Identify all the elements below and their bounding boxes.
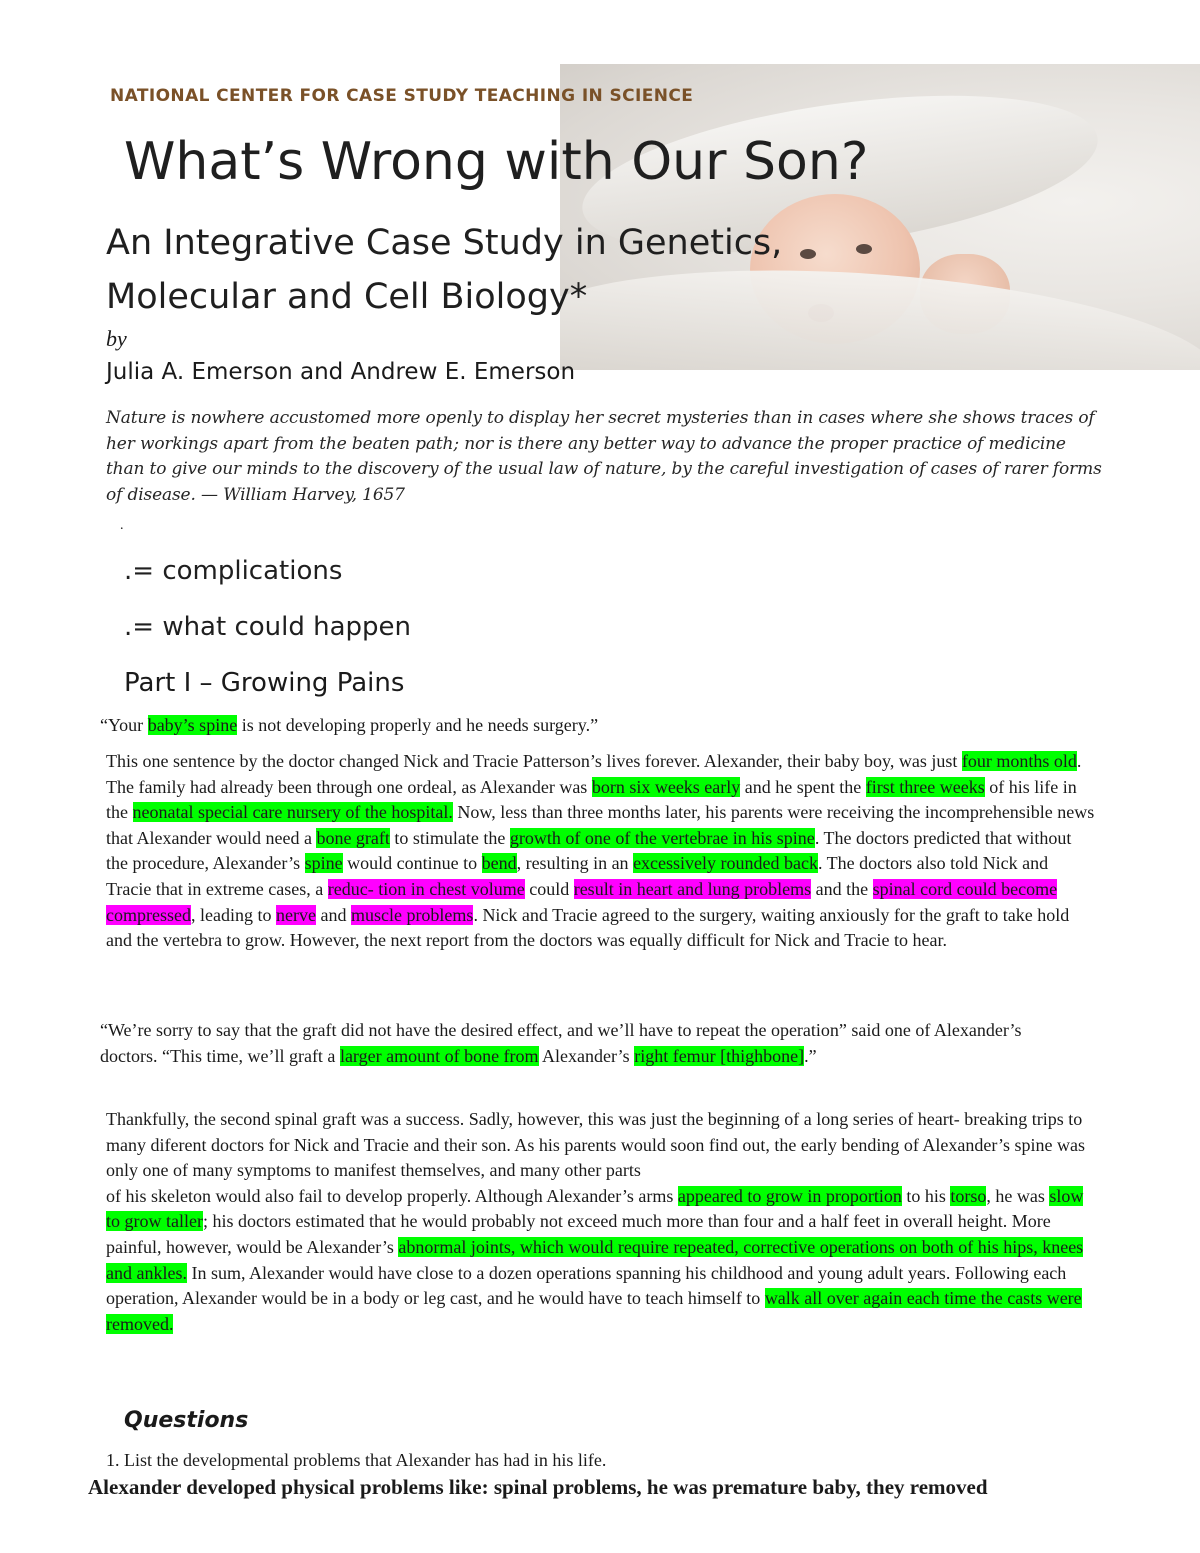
text-run: .” (804, 1045, 817, 1066)
legend-complications: .= complications (124, 556, 343, 586)
highlight-green: four months old (961, 751, 1077, 771)
text-run: to his (901, 1185, 951, 1206)
authors: Julia A. Emerson and Andrew E. Emerson (106, 359, 576, 385)
subtitle-line: Molecular and Cell Biology* (106, 277, 588, 317)
highlight-green: baby’s spine (147, 715, 238, 735)
highlight-green: born six weeks early (591, 776, 741, 797)
text-run: , resulting in an (516, 853, 634, 874)
paragraph-story (106, 749, 1096, 954)
text-run: , he was (986, 1185, 1050, 1206)
highlight-green: growth of one of the vertebrae in his spine (509, 827, 815, 848)
question-item: 1. List the developmental problems that Alexander has had in his life. (106, 1450, 607, 1470)
text-run: to stimulate the (389, 827, 510, 848)
text-run: In sum, Alexander would have close to a dozen operations spanning his childhood and young adult years. Following each operation, Alexander would be in a body or leg cast, and he would have to teach himself to (106, 1262, 1067, 1309)
text-run: This one sentence by the doctor changed Nick and Tracie Patterson’s lives forever. Alexander, their baby boy, was just (106, 751, 962, 771)
highlight-green: larger amount of bone from (339, 1045, 539, 1066)
highlight-magenta: spinal cord could become compressed (106, 878, 1058, 925)
highlight-green: appeared to grow in proportion (677, 1185, 902, 1206)
highlight-green: excessively rounded back (633, 853, 818, 874)
text-run: Now, less than three months later, his parents were receiving the incomprehensible news that Alexander would need a (106, 802, 1095, 848)
highlight-green: slow to grow taller (106, 1185, 1084, 1232)
questions-heading: Questions (124, 1408, 249, 1433)
text-run: and the (811, 878, 873, 899)
legend-what-could-happen: .= what could happen (124, 612, 412, 642)
highlight-green: bend (481, 853, 517, 874)
epigraph-quote: Nature is nowhere accustomed more openly to display her secret mysteries than in cases where she shows traces of her workings apart from the beaten path; nor is there any better way to advance the proper practice of medicine than to give our minds to the discovery of the usual law of nature, by the careful investigation of cases of rarer forms of disease. — William Harvey, 1657 (106, 408, 1102, 505)
highlight-magenta: muscle problems (350, 904, 474, 925)
text-run: and (315, 904, 351, 925)
document-title: What’s Wrong with Our Son? (124, 132, 869, 192)
highlight-green: neonatal special care nursery of the hospital. (132, 802, 453, 823)
highlight-green: walk all over again each time the casts were removed. (106, 1288, 1082, 1334)
highlight-green: right femur [thighbone] (634, 1045, 805, 1066)
highlight-green: bone graft (316, 827, 390, 848)
text-run: and he spent the (740, 776, 866, 797)
text-run: Alexander’s (538, 1045, 635, 1066)
paragraph-doctor-quote (100, 713, 1090, 739)
highlight-green: first three weeks (865, 776, 985, 797)
text-run: , leading to (190, 904, 276, 925)
text-run: Thankfully, the second spinal graft was a success. Sadly, however, this was just the beginning of a long series of heart- breaking trips to many diferent doctors for Nick and Tracie and their son. As his parents would soon find out, the early bending of Alexander’s spine was only one of many symptoms to manifest themselves, and many other parts (106, 1109, 1085, 1181)
organization-header: NATIONAL CENTER FOR CASE STUDY TEACHING IN SCIENCE (110, 86, 694, 106)
text-run: could (524, 878, 574, 899)
text-run: of his life in the (106, 776, 1077, 823)
section-heading: Part I – Growing Pains (124, 668, 405, 698)
text-run: ; his doctors estimated that he would probably not exceed much more than four and a half feet in overall height. More painful, however, would be Alexander’s (106, 1211, 1051, 1257)
text-run: of his skeleton would also fail to develop properly. Although Alexander’s arms (106, 1185, 678, 1206)
paragraph-second-operation (100, 1018, 1060, 1069)
highlight-green: torso (950, 1185, 987, 1206)
text-run: . The doctors predicted that without the procedure, Alexander’s (106, 827, 1072, 874)
text-run: . The family had already been through one ordeal, as Alexander was (106, 751, 1082, 797)
text-run: . Nick and Tracie agreed to the surgery, waiting anxiously for the graft to take hold and the vertebra to grow. However, the next report from the doctors was equally difficult for Nick and Tracie to hear. (106, 904, 1070, 951)
highlight-magenta: reduc- tion in chest volume (327, 878, 525, 899)
stray-dot: . (120, 518, 124, 533)
text-run: is not developing properly and he needs surgery.” (237, 715, 599, 735)
subtitle-line: An Integrative Case Study in Genetics, (106, 223, 783, 263)
baby-eye (856, 244, 872, 254)
highlight-magenta: nerve (275, 904, 316, 925)
highlight-green: abnormal joints, which would require repeated, corrective operations on both of his hips, knees and ankles. (106, 1236, 1084, 1283)
baby-eye (800, 249, 816, 259)
text-run: “Your (100, 715, 148, 735)
highlight-green: spine (304, 853, 343, 874)
highlight-magenta: result in heart and lung problems (573, 878, 812, 899)
answer-text: Alexander developed physical problems like: spinal problems, he was premature baby, they removed (88, 1475, 988, 1499)
byline-label: by (106, 326, 127, 351)
text-run: “We’re sorry to say that the graft did not have the desired effect, and we’ll have to repeat the operation” said one of Alexander’s doctors. “This time, we’ll graft a (100, 1020, 1022, 1066)
paragraph-symptoms (106, 1107, 1096, 1337)
document-subtitle (106, 216, 782, 324)
text-run: . The doctors also told Nick and Tracie that in extreme cases, a (106, 853, 1049, 899)
text-run: would continue to (342, 853, 482, 874)
